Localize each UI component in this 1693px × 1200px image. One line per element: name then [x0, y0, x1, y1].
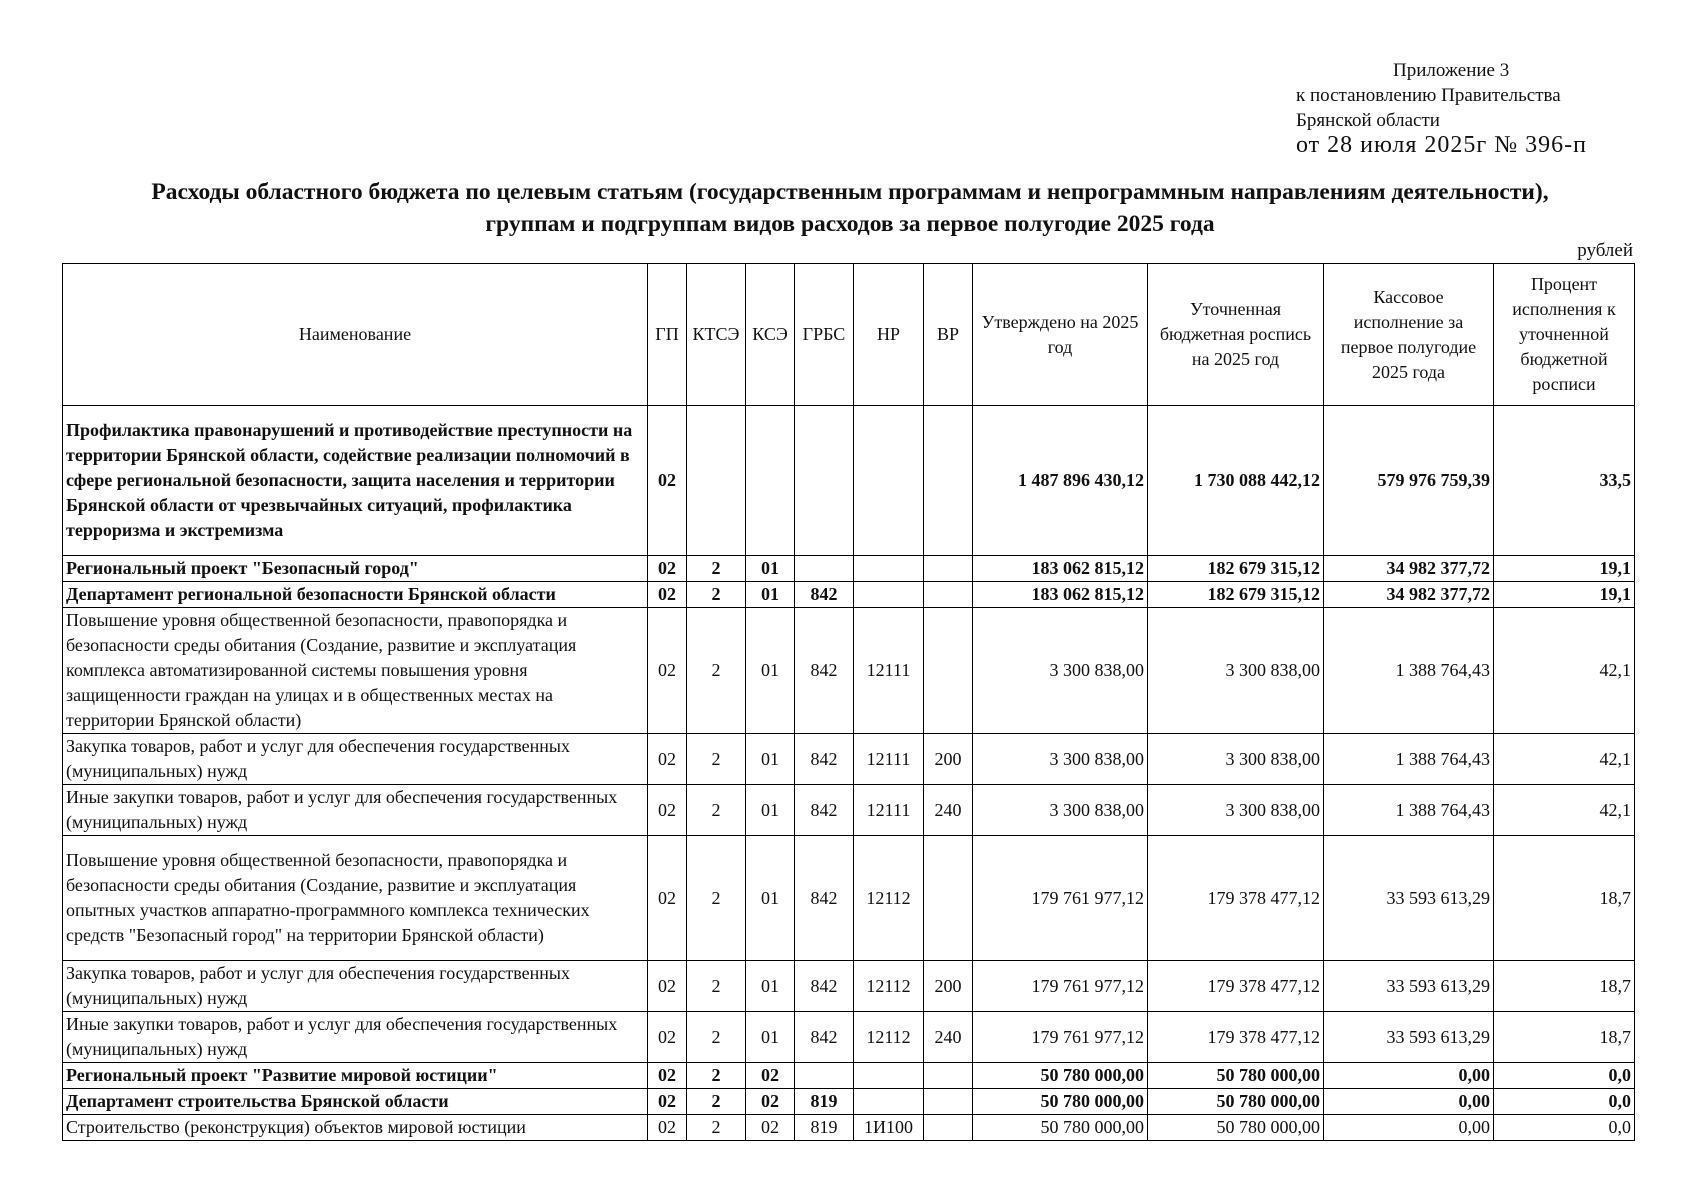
- col-header-name: Наименование: [63, 264, 648, 406]
- cell-gp: 02: [648, 406, 687, 556]
- cell-percent: 42,1: [1494, 608, 1635, 734]
- cell-name: Департамент региональной безопасности Брянской области: [63, 582, 648, 608]
- cell-cash: 1 388 764,43: [1324, 785, 1494, 836]
- cell-name: Профилактика правонарушений и противодействие преступности на территории Брянской области, содействие реализации полномочий в сфере региональной безопасности, защита населения и территории Брянской области от чрезвычайных ситуаций, профилактика терроризма и экстремизма: [63, 406, 648, 556]
- cell-gp: 02: [648, 961, 687, 1012]
- cell-cash: 34 982 377,72: [1324, 556, 1494, 582]
- cell-nr: [854, 556, 924, 582]
- cell-grbs: [795, 1063, 854, 1089]
- cell-name: Региональный проект "Безопасный город": [63, 556, 648, 582]
- units-label: рублей: [1577, 240, 1633, 261]
- cell-approved: 179 761 977,12: [973, 1012, 1148, 1063]
- cell-approved: 179 761 977,12: [973, 836, 1148, 961]
- cell-revised: 3 300 838,00: [1148, 734, 1324, 785]
- cell-grbs: 842: [795, 608, 854, 734]
- cell-nr: [854, 582, 924, 608]
- cell-cash: 33 593 613,29: [1324, 1012, 1494, 1063]
- cell-approved: 183 062 815,12: [973, 582, 1148, 608]
- cell-grbs: 819: [795, 1089, 854, 1115]
- cell-name: Повышение уровня общественной безопасности, правопорядка и безопасности среды обитания (Создание, развитие и эксплуатация опытных участков аппаратно-программного комплекса технических средств "Безопасный город" на территории Брянской области): [63, 836, 648, 961]
- cell-vr: [924, 556, 973, 582]
- cell-kse: 01: [746, 556, 795, 582]
- cell-cash: 33 593 613,29: [1324, 961, 1494, 1012]
- cell-revised: 50 780 000,00: [1148, 1089, 1324, 1115]
- cell-nr: [854, 406, 924, 556]
- cell-gp: 02: [648, 582, 687, 608]
- table-row: [63, 1012, 1635, 1063]
- cell-cash: 0,00: [1324, 1115, 1494, 1141]
- col-header-percent: Процент исполнения к уточненной бюджетной росписи: [1494, 264, 1635, 406]
- table-row: [63, 734, 1635, 785]
- cell-grbs: 842: [795, 785, 854, 836]
- cell-nr: [854, 1063, 924, 1089]
- cell-percent: 18,7: [1494, 836, 1635, 961]
- table-row: [63, 582, 1635, 608]
- cell-cash: 1 388 764,43: [1324, 608, 1494, 734]
- col-header-cash: Кассовое исполнение за первое полугодие 2025 года: [1324, 264, 1494, 406]
- cell-name: Строительство (реконструкция) объектов мировой юстиции: [63, 1115, 648, 1141]
- appendix-date-number: от 28 июля 2025г № 396-п: [1296, 132, 1587, 158]
- cell-vr: 200: [924, 961, 973, 1012]
- cell-approved: 50 780 000,00: [973, 1089, 1148, 1115]
- cell-revised: 182 679 315,12: [1148, 556, 1324, 582]
- cell-vr: 240: [924, 785, 973, 836]
- cell-ktse: 2: [687, 1012, 746, 1063]
- appendix-block: [1296, 58, 1676, 158]
- cell-percent: 18,7: [1494, 961, 1635, 1012]
- cell-grbs: 842: [795, 734, 854, 785]
- cell-revised: 50 780 000,00: [1148, 1115, 1324, 1141]
- cell-vr: [924, 1063, 973, 1089]
- cell-vr: [924, 406, 973, 556]
- cell-kse: 02: [746, 1115, 795, 1141]
- cell-revised: 1 730 088 442,12: [1148, 406, 1324, 556]
- cell-grbs: 842: [795, 1012, 854, 1063]
- cell-grbs: 842: [795, 836, 854, 961]
- cell-percent: 18,7: [1494, 1012, 1635, 1063]
- cell-ktse: 2: [687, 582, 746, 608]
- cell-cash: 33 593 613,29: [1324, 836, 1494, 961]
- cell-nr: 12112: [854, 836, 924, 961]
- table-row: [63, 1115, 1635, 1141]
- cell-nr: 12111: [854, 734, 924, 785]
- cell-cash: 0,00: [1324, 1063, 1494, 1089]
- cell-percent: 42,1: [1494, 734, 1635, 785]
- cell-ktse: 2: [687, 1089, 746, 1115]
- budget-table: [62, 263, 1635, 1141]
- cell-percent: 19,1: [1494, 582, 1635, 608]
- cell-ktse: 2: [687, 1063, 746, 1089]
- cell-revised: 179 378 477,12: [1148, 836, 1324, 961]
- cell-nr: 12112: [854, 961, 924, 1012]
- cell-name: Департамент строительства Брянской области: [63, 1089, 648, 1115]
- cell-kse: 01: [746, 608, 795, 734]
- cell-ktse: 2: [687, 961, 746, 1012]
- cell-kse: 02: [746, 1063, 795, 1089]
- cell-ktse: 2: [687, 556, 746, 582]
- cell-revised: 179 378 477,12: [1148, 961, 1324, 1012]
- col-header-grbs: ГРБС: [795, 264, 854, 406]
- cell-vr: [924, 1115, 973, 1141]
- cell-kse: 01: [746, 836, 795, 961]
- cell-kse: 01: [746, 1012, 795, 1063]
- cell-nr: 12112: [854, 1012, 924, 1063]
- table-row: [63, 1089, 1635, 1115]
- table-row: [63, 556, 1635, 582]
- cell-vr: [924, 582, 973, 608]
- col-header-vr: ВР: [924, 264, 973, 406]
- cell-kse: 01: [746, 961, 795, 1012]
- table-row: [63, 961, 1635, 1012]
- cell-approved: 50 780 000,00: [973, 1063, 1148, 1089]
- cell-grbs: 842: [795, 961, 854, 1012]
- cell-vr: [924, 1089, 973, 1115]
- cell-approved: 3 300 838,00: [973, 734, 1148, 785]
- cell-percent: 0,0: [1494, 1089, 1635, 1115]
- table-row: [63, 836, 1635, 961]
- cell-name: Закупка товаров, работ и услуг для обеспечения государственных (муниципальных) нужд: [63, 734, 648, 785]
- cell-revised: 3 300 838,00: [1148, 785, 1324, 836]
- cell-ktse: 2: [687, 785, 746, 836]
- col-header-ktse: КТСЭ: [687, 264, 746, 406]
- cell-ktse: 2: [687, 836, 746, 961]
- cell-name: Закупка товаров, работ и услуг для обеспечения государственных (муниципальных) нужд: [63, 961, 648, 1012]
- cell-nr: 12111: [854, 785, 924, 836]
- cell-nr: 1И100: [854, 1115, 924, 1141]
- cell-grbs: [795, 406, 854, 556]
- cell-approved: 3 300 838,00: [973, 785, 1148, 836]
- appendix-number: Приложение 3: [1393, 60, 1510, 81]
- cell-revised: 50 780 000,00: [1148, 1063, 1324, 1089]
- cell-ktse: 2: [687, 608, 746, 734]
- cell-gp: 02: [648, 608, 687, 734]
- col-header-gp: ГП: [648, 264, 687, 406]
- cell-grbs: 819: [795, 1115, 854, 1141]
- cell-grbs: [795, 556, 854, 582]
- cell-percent: 42,1: [1494, 785, 1635, 836]
- cell-approved: 1 487 896 430,12: [973, 406, 1148, 556]
- table-row: [63, 608, 1635, 734]
- cell-cash: 579 976 759,39: [1324, 406, 1494, 556]
- cell-kse: [746, 406, 795, 556]
- cell-grbs: 842: [795, 582, 854, 608]
- table-row: [63, 1063, 1635, 1089]
- cell-approved: 50 780 000,00: [973, 1115, 1148, 1141]
- cell-nr: 12111: [854, 608, 924, 734]
- col-header-kse: КСЭ: [746, 264, 795, 406]
- appendix-resolution: к постановлению Правительства: [1296, 85, 1561, 106]
- appendix-region: Брянской области: [1296, 110, 1440, 131]
- cell-percent: 0,0: [1494, 1115, 1635, 1141]
- page-title: [60, 176, 1640, 240]
- cell-percent: 19,1: [1494, 556, 1635, 582]
- cell-gp: 02: [648, 1063, 687, 1089]
- title-line-2: группам и подгруппам видов расходов за первое полугодие 2025 года: [485, 211, 1215, 237]
- cell-revised: 3 300 838,00: [1148, 608, 1324, 734]
- cell-kse: 01: [746, 734, 795, 785]
- cell-gp: 02: [648, 1012, 687, 1063]
- cell-approved: 183 062 815,12: [973, 556, 1148, 582]
- cell-vr: 240: [924, 1012, 973, 1063]
- cell-gp: 02: [648, 836, 687, 961]
- cell-name: Иные закупки товаров, работ и услуг для обеспечения государственных (муниципальных) нужд: [63, 1012, 648, 1063]
- table-row: [63, 785, 1635, 836]
- table-header-row: [63, 264, 1635, 406]
- cell-cash: 34 982 377,72: [1324, 582, 1494, 608]
- cell-ktse: 2: [687, 1115, 746, 1141]
- cell-gp: 02: [648, 734, 687, 785]
- cell-revised: 179 378 477,12: [1148, 1012, 1324, 1063]
- cell-cash: 1 388 764,43: [1324, 734, 1494, 785]
- cell-gp: 02: [648, 785, 687, 836]
- cell-gp: 02: [648, 556, 687, 582]
- cell-kse: 01: [746, 785, 795, 836]
- cell-ktse: 2: [687, 734, 746, 785]
- cell-vr: [924, 836, 973, 961]
- cell-vr: 200: [924, 734, 973, 785]
- cell-approved: 3 300 838,00: [973, 608, 1148, 734]
- col-header-revised: Уточненная бюджетная роспись на 2025 год: [1148, 264, 1324, 406]
- cell-nr: [854, 1089, 924, 1115]
- cell-vr: [924, 608, 973, 734]
- cell-ktse: [687, 406, 746, 556]
- cell-kse: 01: [746, 582, 795, 608]
- cell-approved: 179 761 977,12: [973, 961, 1148, 1012]
- col-header-nr: НР: [854, 264, 924, 406]
- cell-revised: 182 679 315,12: [1148, 582, 1324, 608]
- cell-percent: 0,0: [1494, 1063, 1635, 1089]
- table-row: [63, 406, 1635, 556]
- cell-cash: 0,00: [1324, 1089, 1494, 1115]
- cell-gp: 02: [648, 1115, 687, 1141]
- cell-gp: 02: [648, 1089, 687, 1115]
- cell-name: Повышение уровня общественной безопасности, правопорядка и безопасности среды обитания (Создание, развитие и эксплуатация комплекса автоматизированной системы повышения уровня защищенности граждан на улицах и в общественных местах на территории Брянской области): [63, 608, 648, 734]
- cell-percent: 33,5: [1494, 406, 1635, 556]
- cell-name: Иные закупки товаров, работ и услуг для обеспечения государственных (муниципальных) нужд: [63, 785, 648, 836]
- col-header-approved: Утверждено на 2025 год: [973, 264, 1148, 406]
- cell-name: Региональный проект "Развитие мировой юстиции": [63, 1063, 648, 1089]
- title-line-1: Расходы областного бюджета по целевым статьям (государственным программам и непрограммным направлениям деятельности),: [151, 179, 1549, 205]
- cell-kse: 02: [746, 1089, 795, 1115]
